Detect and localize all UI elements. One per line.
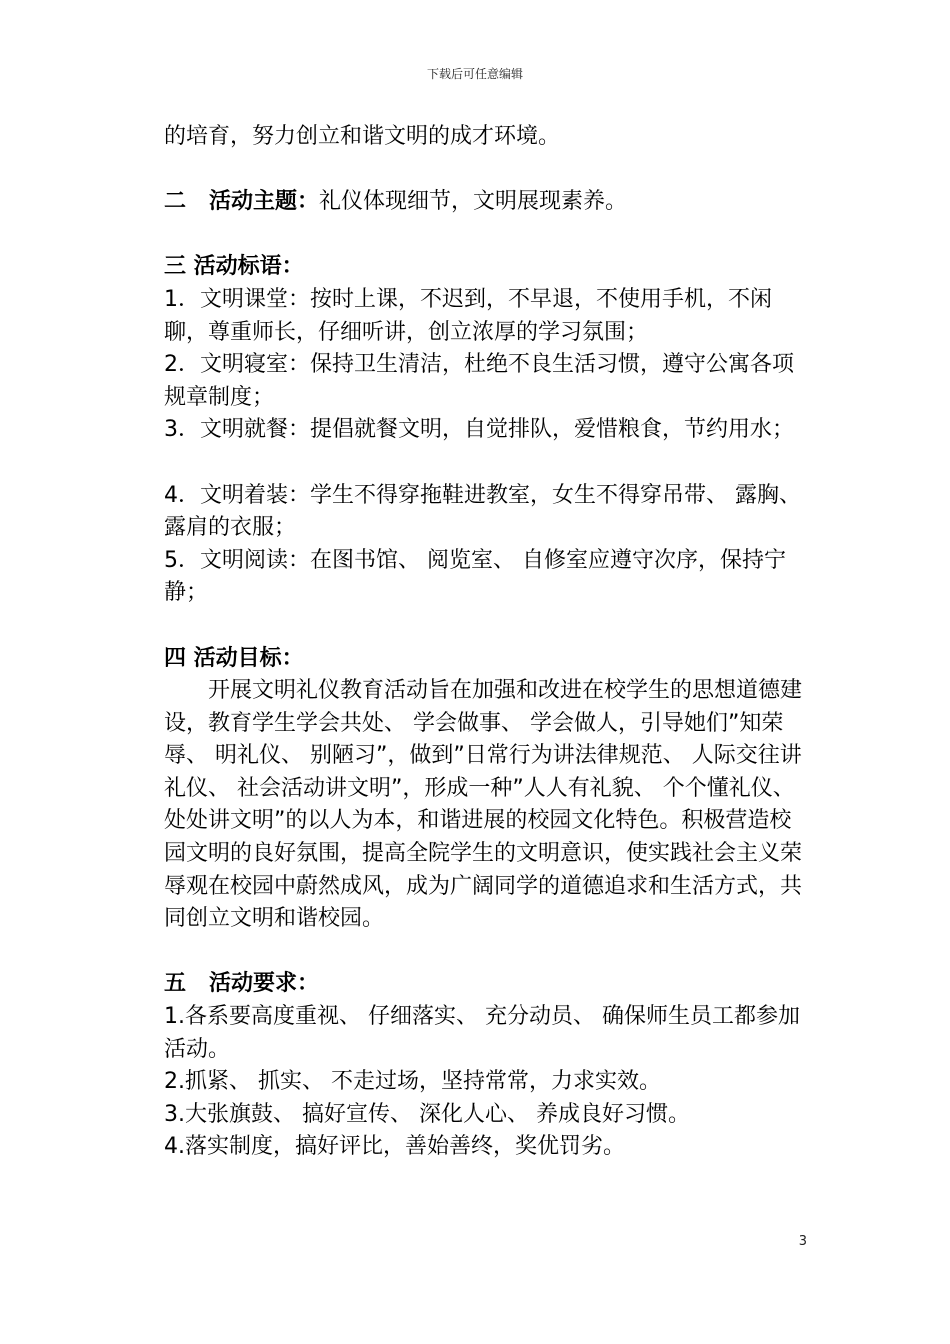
spacer bbox=[164, 219, 809, 252]
requirement-item: 1.各系要高度重视、 仔细落实、 充分动员、 确保师生员工都参加活动。 bbox=[164, 1004, 800, 1062]
section-slogans-heading: 三 活动标语： bbox=[164, 254, 304, 280]
spacer bbox=[164, 154, 809, 187]
requirement-item: 4.落实制度，搞好评比，善始善终，奖优罚劣。 bbox=[164, 1134, 625, 1160]
intro-paragraph-tail: 的培育，努力创立和谐文明的成才环境。 bbox=[164, 124, 561, 149]
slogan-item: 1．文明课堂：按时上课，不迟到，不早退，不使用手机，不闲聊，尊重师长，仔细听讲，创立浓厚的学习氛围； bbox=[164, 286, 772, 345]
section-theme-text: 礼仪体现细节，文明展现素养。 bbox=[318, 189, 627, 215]
spacer bbox=[164, 447, 809, 480]
slogan-item: 3．文明就餐：提倡就餐文明，自觉排队，爱惜粮食，节约用水； bbox=[164, 417, 794, 443]
section-theme-label: 二 活动主题： bbox=[164, 189, 319, 215]
page-number: 3 bbox=[798, 1234, 807, 1249]
section-theme bbox=[164, 186, 809, 219]
spacer bbox=[164, 936, 809, 969]
section-goals-paragraph: 开展文明礼仪教育活动旨在加强和改进在校学生的思想道德建设，教育学生学会共处、 学会做事、 学会做人，引导她们”知荣辱、 明礼仪、 别陋习”，做到”日常行为讲法律规范、 人际交往讲礼仪、 社会活动讲文明”，形成一种”人人有礼貌、 个个懂礼仪、 处处讲文明”的以人为本，和谐进展的校园文化特色。积极营造校园文明的良好氛围，提高全院学生的文明意识，使实践社会主义荣辱观在校园中蔚然成风，成为广阔同学的道德追求和生活方式，共同创立文明和谐校园。 bbox=[164, 678, 803, 932]
slogan-item: 4．文明着装：学生不得穿拖鞋进教室，女生不得穿吊带、 露胸、 露肩的衣服； bbox=[164, 482, 801, 541]
page-header: 下载后可任意编辑 bbox=[426, 67, 523, 81]
section-goals-heading: 四 活动目标： bbox=[164, 645, 304, 671]
section-requirements-heading: 五 活动要求： bbox=[164, 971, 319, 997]
requirement-item: 3.大张旗鼓、 搞好宣传、 深化人心、 养成良好习惯。 bbox=[164, 1101, 690, 1127]
slogan-item: 5．文明阅读：在图书馆、 阅览室、 自修室应遵守次序，保持宁静； bbox=[164, 547, 786, 606]
spacer bbox=[164, 610, 809, 643]
slogan-item: 2．文明寝室：保持卫生清洁，杜绝不良生活习惯，遵守公寓各项规章制度； bbox=[164, 352, 794, 410]
document-body bbox=[164, 121, 809, 1164]
requirement-item: 2.抓紧、 抓实、 不走过场，坚持常常，力求实效。 bbox=[164, 1069, 661, 1095]
